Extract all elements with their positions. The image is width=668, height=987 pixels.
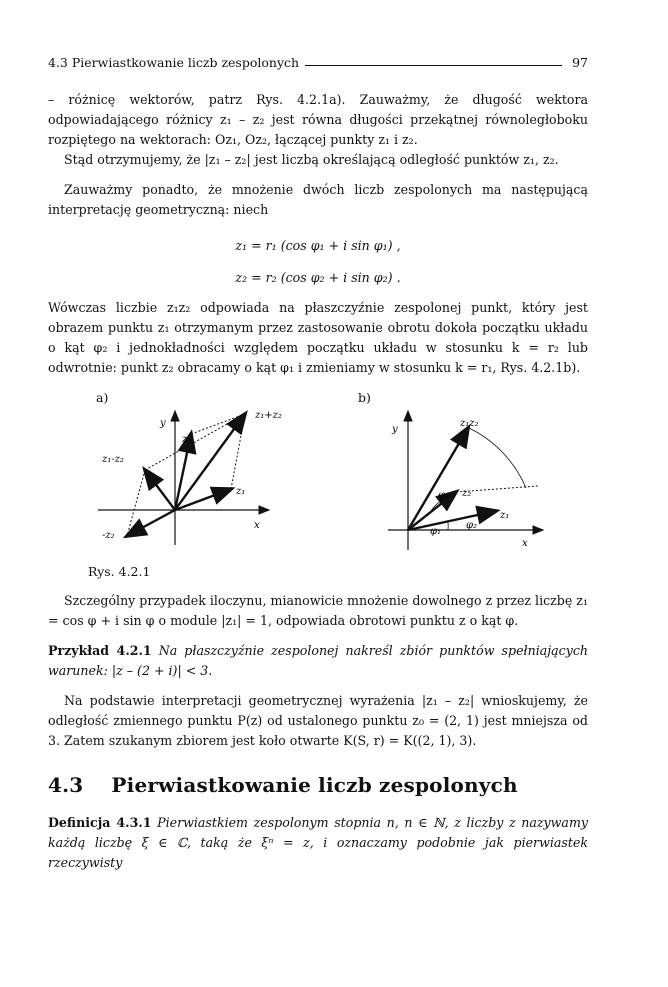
paragraph: Wówczas liczbie z₁z₂ odpowiada na płaszczyźnie zespolonej punkt, który jest obrazem punktu z₁ otrzymanym przez zastosowanie obrotu dokoła początku układu o kąt φ₂ i jednokładności względem początku układu w stosunku k = r₂ lub odwrotnie: punkt z₂ obracamy o kąt φ₁ i zmieniamy w stosunku k = r₁, Rys. 4.2.1b). bbox=[48, 300, 588, 375]
page bbox=[48, 48, 588, 873]
definition-label: Definicja 4.3.1 bbox=[48, 815, 152, 830]
figure-label-b: b) bbox=[358, 390, 371, 405]
example-label: Przykład 4.2.1 bbox=[48, 643, 152, 658]
header-rule bbox=[305, 65, 562, 66]
diagram-a bbox=[98, 410, 282, 545]
label-neg-z2: -z₂ bbox=[102, 530, 115, 541]
definition-text: Pierwiastkiem zespolonym stopnia n, n ∈ ℕ, z liczby z nazywamy każdą liczbę ξ ∈ ℂ, taką że ξⁿ = z, i oznaczamy podobnie jak pierwiastek rzeczywisty bbox=[48, 815, 589, 870]
label-z2: z₂ bbox=[462, 488, 472, 499]
label-diff: z₁-z₂ bbox=[102, 454, 124, 465]
label-phi1: φ₁ bbox=[438, 490, 450, 501]
vector-product bbox=[408, 428, 468, 530]
vector-neg-z2 bbox=[127, 510, 175, 536]
section-title: Pierwiastkowanie liczb zespolonych bbox=[111, 773, 518, 797]
label-z1: z₁ bbox=[500, 510, 510, 521]
label-product: z₁z₂ bbox=[460, 418, 479, 429]
label-sum: z₁+z₂ bbox=[255, 410, 282, 421]
example-text: Na płaszczyźnie zespolonej nakreśl zbiór punktów spełniających warunek: |z – (2 + i)| < 3. bbox=[48, 643, 588, 678]
section-number: 4.3 bbox=[48, 773, 84, 797]
paragraph: Na podstawie interpretacji geometrycznej wyrażenia |z₁ – z₂| wnioskujemy, że odległość zmiennego punktu P(z) od ustalonego punktu z₀ = (2, 1) jest mniejsza od 3. Zatem szukanym zbiorem jest koło otwarte K(S, r) = K((2, 1), 3). bbox=[48, 693, 588, 748]
running-header bbox=[48, 48, 588, 70]
label-phi2: φ₂ bbox=[466, 520, 478, 531]
figure-label-a: a) bbox=[96, 390, 109, 405]
label-z2: z₂ bbox=[182, 434, 192, 445]
figure bbox=[48, 390, 588, 560]
label-x: x bbox=[254, 520, 260, 531]
paragraph: Szczególny przypadek iloczynu, mianowicie mnożenie dowolnego z przez liczbę z₁ = cos φ + i sin φ o module |z₁| = 1, odpowiada obrotowi punktu z o kąt φ. bbox=[48, 593, 588, 628]
label-x: x bbox=[522, 538, 528, 549]
label-phi1-bottom: φ₁ bbox=[430, 526, 442, 537]
header-section: 4.3 Pierwiastkowanie liczb zespolonych bbox=[48, 55, 300, 70]
diagram-b bbox=[388, 412, 542, 550]
rotation-arc bbox=[469, 428, 526, 488]
equation: z₂ = r₂ (cos φ₂ + i sin φ₂) . bbox=[235, 270, 401, 285]
definition bbox=[48, 813, 588, 873]
figure-diagram bbox=[48, 390, 588, 560]
figure-caption: Rys. 4.2.1 bbox=[88, 564, 151, 579]
paragraph: Stąd otrzymujemy, że |z₁ – z₂| jest liczbą określającą odległość punktów z₁, z₂. bbox=[64, 152, 559, 167]
label-z1: z₁ bbox=[236, 486, 246, 497]
paragraph: – różnicę wektorów, patrz Rys. 4.2.1a). Zauważmy, że długość wektora odpowiadającego różnicy z₁ – z₂ jest równa długości przekątnej równoległoboku rozpiętego na wektorach: Oz₁, Oz₂, łączącej punkty z₁ i z₂. bbox=[48, 92, 588, 147]
paragraph: Zauważmy ponadto, że mnożenie dwóch liczb zespolonych ma następującą interpretację geometryczną: niech bbox=[48, 182, 588, 217]
example bbox=[48, 641, 588, 681]
dotted-line bbox=[127, 470, 145, 536]
page-number: 97 bbox=[572, 55, 588, 70]
vector-diff bbox=[145, 470, 175, 510]
label-y: y bbox=[392, 424, 398, 435]
section-heading bbox=[48, 773, 588, 797]
equation: z₁ = r₁ (cos φ₁ + i sin φ₁) , bbox=[235, 238, 401, 253]
label-y: y bbox=[160, 418, 166, 429]
